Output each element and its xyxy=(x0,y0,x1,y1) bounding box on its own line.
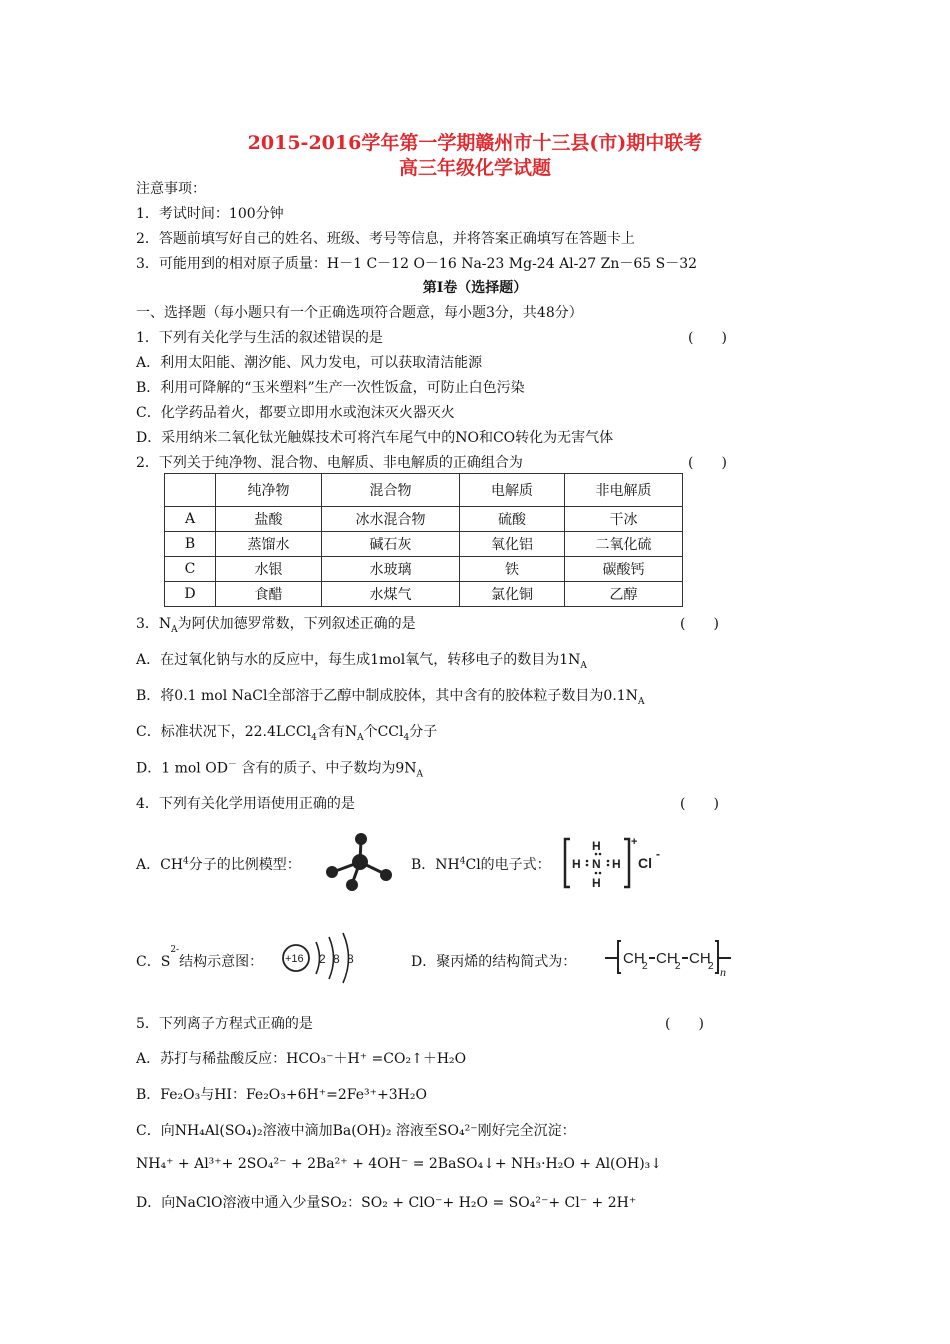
exam-title-line2: 高三年级化学试题 xyxy=(398,157,551,179)
subscript: A xyxy=(357,732,364,743)
table-header-cell xyxy=(165,474,216,507)
subscript: 4 xyxy=(311,732,317,743)
polypropylene-structure xyxy=(605,933,745,979)
table-cell: 二氧化硫 xyxy=(565,532,683,557)
table-header-cell: 纯净物 xyxy=(216,474,322,507)
q4-option-a xyxy=(136,854,301,874)
table-row xyxy=(165,557,683,582)
q4-option-c xyxy=(136,945,264,971)
q1-stem: 1．下列有关化学与生活的叙述错误的是 xyxy=(136,330,383,346)
ch4-model-figure xyxy=(325,832,395,892)
option-text: 分子 xyxy=(409,724,438,740)
shell-electrons: 8 xyxy=(333,952,340,966)
subscript: A xyxy=(580,660,587,671)
superscript: 2- xyxy=(170,945,180,956)
polymer-subscript: 2 xyxy=(642,961,648,972)
answer-paren: ( ) xyxy=(688,330,727,346)
note-item: 1．考试时间：100分钟 xyxy=(136,206,284,222)
note-item: 3．可能用到的相对原子质量：H－1 C－12 O－16 Na-23 Mg-24 Al-27 Zn－65 S－32 xyxy=(136,256,698,272)
s2-structure-diagram xyxy=(280,928,370,988)
exam-title-line1: 2015-2016学年第一学期赣州市十三县(市)期中联考 xyxy=(247,132,703,154)
table-cell: 干冰 xyxy=(565,507,683,532)
polymer-unit: CH xyxy=(623,950,645,967)
q1-option-d: D．采用纳米二氧化钛光触媒技术可将汽车尾气中的NO和CO转化为无害气体 xyxy=(136,430,614,446)
q4-stem: 4．下列有关化学用语使用正确的是 xyxy=(136,796,355,812)
superscript: 4 xyxy=(459,856,466,867)
subscript: A xyxy=(637,696,645,707)
table-cell: A xyxy=(165,507,216,532)
shell-electrons: 8 xyxy=(347,952,354,966)
electron-formula-h: H xyxy=(592,839,601,853)
answer-paren: ( ) xyxy=(680,616,719,632)
table-cell: 铁 xyxy=(460,557,565,582)
option-text: 分子的比例模型： xyxy=(188,857,301,873)
electron-formula-plus: + xyxy=(631,836,638,848)
option-text: 个CCl xyxy=(363,724,404,740)
table-cell: C xyxy=(165,557,216,582)
option-text: 结构示意图： xyxy=(179,954,264,970)
option-text: 含有N xyxy=(316,724,358,740)
table-cell: 氯化铜 xyxy=(460,582,565,607)
q4-option-b xyxy=(411,854,551,874)
table-row xyxy=(165,507,683,532)
q5-stem: 5．下列离子方程式正确的是 xyxy=(136,1016,313,1032)
shell-electrons: 2 xyxy=(319,952,326,966)
q3-stem-text: 为阿伏加德罗常数，下列叙述正确的是 xyxy=(177,616,416,632)
superscript: 4 xyxy=(183,856,189,867)
option-text: Cl的电子式： xyxy=(465,857,551,873)
q3-option-a xyxy=(136,649,587,671)
electron-formula-h: H xyxy=(612,857,621,871)
section-instructions: 一、选择题（每小题只有一个正确选项符合题意，每小题3分，共48分） xyxy=(136,305,583,321)
table-cell: 碳酸钙 xyxy=(565,557,683,582)
table-cell: 乙醇 xyxy=(565,582,683,607)
q5-option-b: B．Fe₂O₃与HI：Fe₂O₃+6H⁺=2Fe³⁺+3H₂O xyxy=(136,1087,427,1103)
q5-option-a: A．苏打与稀盐酸反应：HCO₃⁻＋H⁺ =CO₂↑＋H₂O xyxy=(136,1051,467,1067)
table-cell: 水银 xyxy=(216,557,322,582)
table-row xyxy=(165,582,683,607)
subscript: 4 xyxy=(403,732,410,743)
nh4cl-electron-formula xyxy=(562,833,672,893)
notes-heading: 注意事项： xyxy=(136,181,206,197)
electron-formula-h: H xyxy=(572,857,581,871)
table-header-row xyxy=(165,474,683,507)
section-heading: 第Ⅰ卷（选择题） xyxy=(422,280,528,296)
table-cell: 食醋 xyxy=(216,582,322,607)
option-text: C．S xyxy=(136,954,171,970)
table-cell: B xyxy=(165,532,216,557)
q4-option-d: D．聚丙烯的结构简式为： xyxy=(411,954,577,970)
q1-option-a: A．利用太阳能、潮汐能、风力发电，可以获取清洁能源 xyxy=(136,355,483,371)
option-text: B．将0.1 mol NaCl全部溶于乙醇中制成胶体，其中含有的胶体粒子数目为0.1N xyxy=(136,688,638,704)
q3-option-b xyxy=(136,685,644,707)
q3-option-c xyxy=(136,721,437,743)
table-cell: 水煤气 xyxy=(322,582,460,607)
table-cell: 水玻璃 xyxy=(322,557,460,582)
option-text: 含有的质子、中子数均为9N xyxy=(236,760,417,777)
option-text: A．在过氧化钠与水的反应中，每生成1mol氧气，转移电子的数目为1N xyxy=(136,652,581,668)
table-cell: 冰水混合物 xyxy=(322,507,460,532)
table-header-cell: 混合物 xyxy=(322,474,460,507)
q2-stem: 2．下列关于纯净物、混合物、电解质、非电解质的正确组合为 xyxy=(136,455,523,471)
electron-formula-cl: Cl xyxy=(638,855,652,871)
subscript: A xyxy=(171,624,178,635)
note-item: 2．答题前填写好自己的姓名、班级、考号等信息，并将答案正确填写在答题卡上 xyxy=(136,231,635,247)
q5-option-c-equation: NH₄⁺ + Al³⁺+ 2SO₄²⁻ + 2Ba²⁺ + 4OH⁻ = 2BaSO₄↓+ NH₃·H₂O + Al(OH)₃↓ xyxy=(136,1156,662,1172)
electron-formula-h: H xyxy=(592,876,601,890)
q3-stem xyxy=(136,613,416,635)
subscript: A xyxy=(416,769,424,780)
option-text: B．NH xyxy=(411,857,460,873)
answer-paren: ( ) xyxy=(680,796,719,812)
nucleus-charge: +16 xyxy=(285,953,304,965)
table-cell: 硫酸 xyxy=(460,507,565,532)
q5-option-d: D．向NaClO溶液中通入少量SO₂：SO₂ + ClO⁻+ H₂O = SO₄²⁻+ Cl⁻ + 2H⁺ xyxy=(136,1195,637,1211)
option-text: C．标准状况下，22.4LCCl xyxy=(136,724,312,740)
table-cell: 氧化铝 xyxy=(460,532,565,557)
q3-stem-text: 3．N xyxy=(136,616,172,632)
q5-option-c: C．向NH₄Al(SO₄)₂溶液中滴加Ba(OH)₂ 溶液至SO₄²⁻刚好完全沉淀： xyxy=(136,1123,576,1139)
option-text: D．1 mol OD xyxy=(136,760,228,777)
table-cell: 蒸馏水 xyxy=(216,532,322,557)
table-cell: 碱石灰 xyxy=(322,532,460,557)
polymer-subscript: 2 xyxy=(675,961,681,972)
answer-paren: ( ) xyxy=(665,1016,704,1032)
q3-option-d xyxy=(136,757,423,779)
superscript: － xyxy=(227,760,237,770)
polymer-unit: CH xyxy=(689,950,711,967)
answer-paren: ( ) xyxy=(688,455,727,471)
polymer-unit: CH xyxy=(656,950,678,967)
table-header-cell: 电解质 xyxy=(460,474,565,507)
table-header-cell: 非电解质 xyxy=(565,474,683,507)
electron-formula-minus: - xyxy=(656,847,660,861)
polymer-degree: n xyxy=(720,965,726,979)
polymer-subscript: 2 xyxy=(708,961,714,972)
q2-table xyxy=(164,473,683,607)
table-row xyxy=(165,532,683,557)
q1-option-b: B．利用可降解的“玉米塑料”生产一次性饭盒，可防止白色污染 xyxy=(136,380,525,396)
q1-option-c: C．化学药品着火，都要立即用水或泡沫灭火器灭火 xyxy=(136,405,455,421)
table-cell: D xyxy=(165,582,216,607)
option-text: A．CH xyxy=(136,857,184,873)
table-cell: 盐酸 xyxy=(216,507,322,532)
electron-formula-n: N xyxy=(592,857,601,871)
